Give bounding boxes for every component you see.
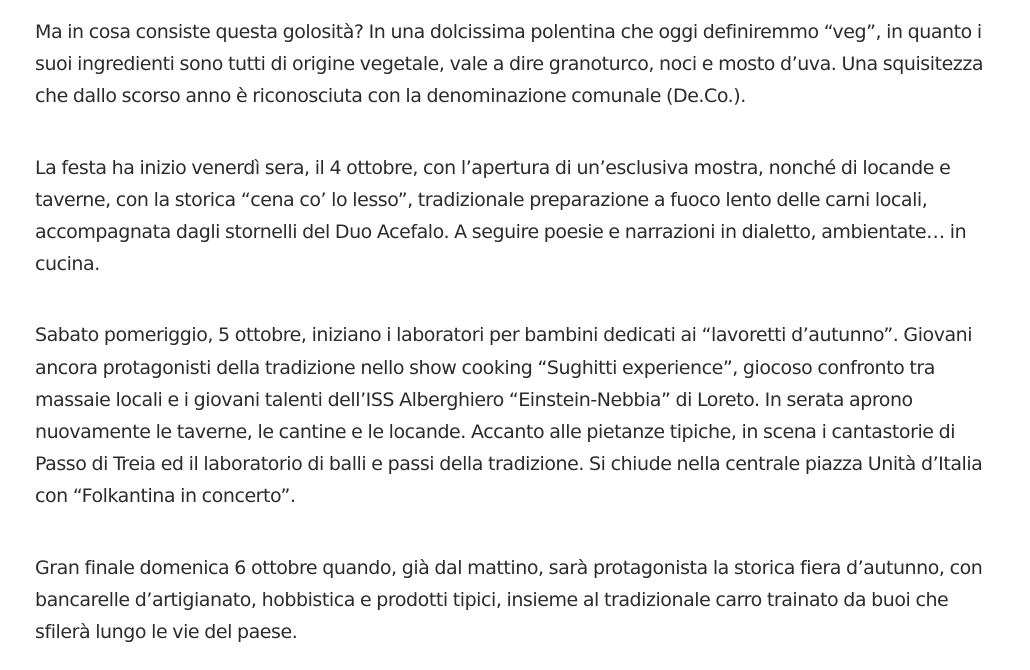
- paragraph-deco: Ma in cosa consiste questa golosità? In una dolcissima polentina che oggi definiremmo “veg”, in quanto i suoi ingredienti sono tutti di origine vegetale, vale a dire granoturco, noci e mosto d’uva. Una squisitezza che dallo scorso anno è riconosciuta con la denominazione comunale (De.Co.).: [35, 21, 984, 108]
- paragraph-friday: La festa ha inizio venerdì sera, il 4 ottobre, con l’apertura di un’esclusiva mostra, nonché di locande e taverne, con la storica “cena co’ lo lesso”, tradizionale preparazione a fuoco lento delle carni locali, accompagnata dagli stornelli del Duo Acefalo. A seguire poesie e narrazioni in dialetto, ambientate… in cucina.: [35, 156, 967, 276]
- paragraph-sunday: Gran finale domenica 6 ottobre quando, già dal mattino, sarà protagonista la storica fiera d’autunno, con bancarelle d’artigianato, hobbistica e prodotti tipici, insieme al tradizionale carro trainato da buoi che sfilerà lungo le vie del paese.: [35, 556, 983, 644]
- article-body: [35, 16, 985, 648]
- paragraph-saturday: Sabato pomeriggio, 5 ottobre, iniziano i laboratori per bambini dedicati ai “lavoretti d’autunno”. Giovani ancora protagonisti della tradizione nello show cooking “Sughitti experience”, giocoso confronto tra massaie locali e i giovani talenti dell’ISS Alberghiero “Einstein-Nebbia” di Loreto. In serata aprono nuovamente le taverne, le cantine e le locande. Accanto alle pietanze tipiche, in scena i cantastorie di Passo di Treia ed il laboratorio di balli e passi della tradizione. Si chiude nella centrale piazza Unità d’Italia con “Folkantina in concerto”.: [35, 324, 983, 508]
